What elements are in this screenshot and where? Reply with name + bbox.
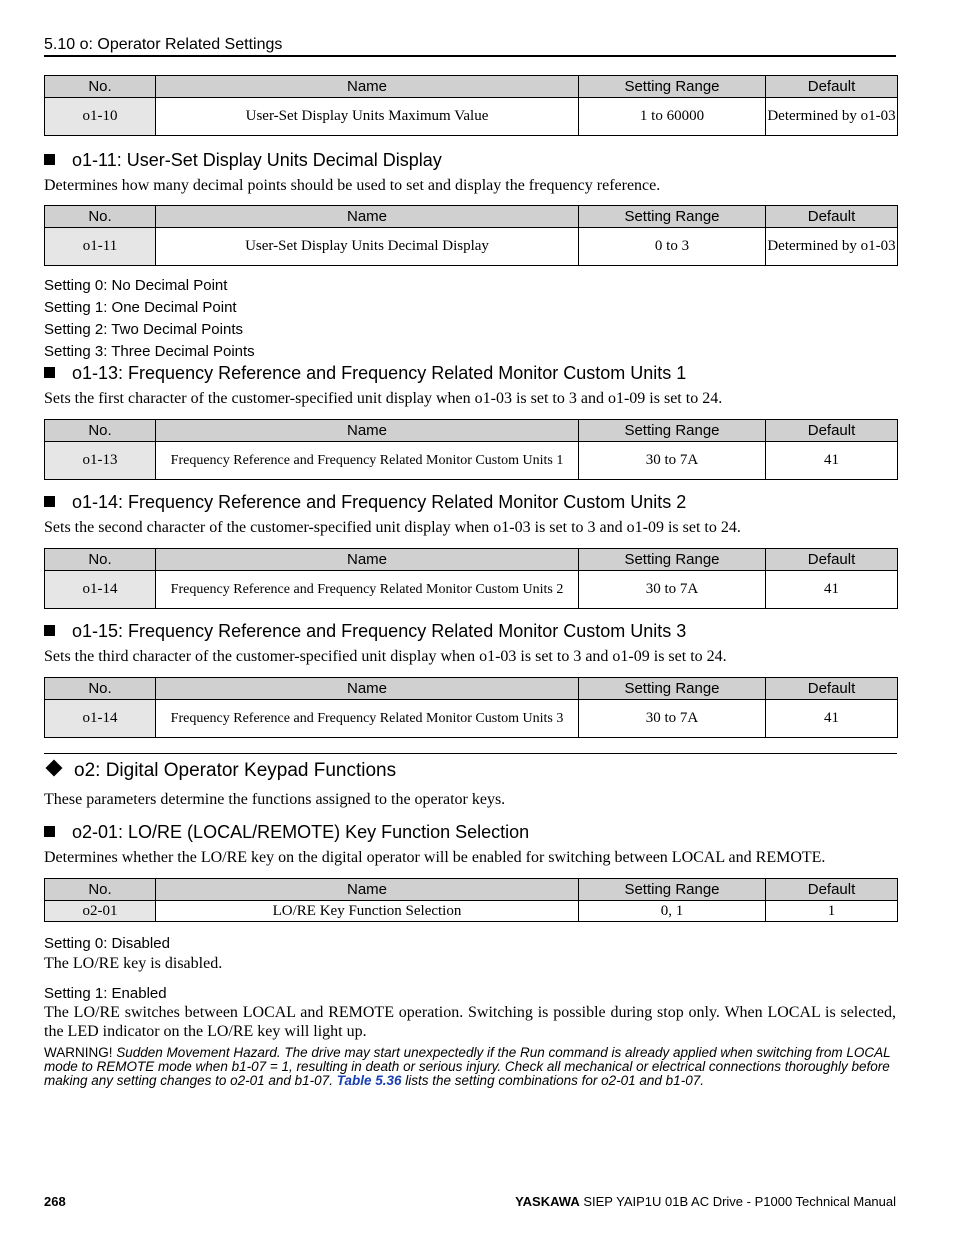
- table-row: [45, 700, 898, 738]
- param-default: 41: [766, 442, 898, 480]
- param-range: 30 to 7A: [579, 571, 766, 609]
- col-header-name: Name: [156, 420, 579, 442]
- table-header-row: [45, 879, 898, 901]
- square-bullet-icon: [44, 625, 55, 636]
- col-header-no: No.: [45, 420, 156, 442]
- heading-o1-14: o1-14: Frequency Reference and Frequency Related Monitor Custom Units 2: [44, 492, 686, 513]
- section-divider: [44, 753, 897, 754]
- setting-3-label: Setting 3: Three Decimal Points: [44, 343, 255, 360]
- diamond-bullet-icon: [46, 760, 63, 777]
- footer-manual-title: [515, 1194, 896, 1209]
- col-header-range: Setting Range: [579, 879, 766, 901]
- square-bullet-icon: [44, 154, 55, 165]
- setting-1-text: The LO/RE switches between LOCAL and REMOTE operation. Switching is possible during stop only. When LOCAL is selected, the LED indicator on the LO/RE key will light up.: [44, 1004, 896, 1040]
- desc-o2-01: Determines whether the LO/RE key on the digital operator will be enabled for switching between LOCAL and REMOTE.: [44, 849, 826, 866]
- setting-1-label: Setting 1: Enabled: [44, 985, 167, 1002]
- param-no: o1-13: [45, 442, 156, 480]
- setting-1-label: Setting 1: One Decimal Point: [44, 299, 237, 316]
- param-range: 0, 1: [579, 901, 766, 922]
- col-header-range: Setting Range: [579, 420, 766, 442]
- param-name: Frequency Reference and Frequency Related Monitor Custom Units 2: [156, 571, 579, 609]
- param-default: 41: [766, 571, 898, 609]
- col-header-default: Default: [766, 678, 898, 700]
- heading-o1-11: o1-11: User-Set Display Units Decimal Display: [44, 150, 442, 171]
- desc-o2: These parameters determine the functions assigned to the operator keys.: [44, 791, 506, 808]
- param-default: 1: [766, 901, 898, 922]
- param-no: o1-10: [45, 98, 156, 136]
- param-name: Frequency Reference and Frequency Related Monitor Custom Units 1: [156, 442, 579, 480]
- warning-tail: lists the setting combinations for o2-01 and b1-07.: [405, 1073, 704, 1088]
- warning-text: Sudden Movement Hazard. The drive may start unexpectedly if the Run command is already applied when switching from LOCAL mode to REMOTE mode when b1-07 = 1, resulting in death or serious injury. Check all mechanical or electrical connections thoroughly before making any setting changes to o2-01 and b1-07.: [44, 1045, 891, 1088]
- table-row: [45, 571, 898, 609]
- param-default: Determined by o1-03: [766, 228, 898, 266]
- param-range: 1 to 60000: [579, 98, 766, 136]
- table-header-row: [45, 420, 898, 442]
- setting-0-text: The LO/RE key is disabled.: [44, 955, 223, 972]
- param-table-o1-13: [44, 419, 898, 480]
- col-header-default: Default: [766, 549, 898, 571]
- col-header-default: Default: [766, 879, 898, 901]
- section-title: 5.10 o: Operator Related Settings: [44, 36, 283, 53]
- square-bullet-icon: [44, 826, 55, 837]
- heading-o1-15: o1-15: Frequency Reference and Frequency Related Monitor Custom Units 3: [44, 621, 686, 642]
- setting-0-label: Setting 0: Disabled: [44, 935, 170, 952]
- col-header-name: Name: [156, 206, 579, 228]
- param-table-o1-14: [44, 548, 898, 609]
- section-header: [44, 35, 896, 57]
- col-header-range: Setting Range: [579, 206, 766, 228]
- manual-name: SIEP YAIP1U 01B AC Drive - P1000 Technical Manual: [583, 1194, 896, 1209]
- col-header-no: No.: [45, 76, 156, 98]
- param-table-o1-15: [44, 677, 898, 738]
- table-header-row: [45, 76, 898, 98]
- col-header-range: Setting Range: [579, 678, 766, 700]
- heading-o2: o2: Digital Operator Keypad Functions: [44, 760, 396, 782]
- col-header-range: Setting Range: [579, 76, 766, 98]
- param-no: o2-01: [45, 901, 156, 922]
- param-no: o1-14: [45, 700, 156, 738]
- desc-o1-13: Sets the first character of the customer-specified unit display when o1-03 is set to 3 and o1-09 is set to 24.: [44, 390, 723, 407]
- setting-2-label: Setting 2: Two Decimal Points: [44, 321, 243, 338]
- col-header-no: No.: [45, 879, 156, 901]
- col-header-name: Name: [156, 76, 579, 98]
- param-name: Frequency Reference and Frequency Related Monitor Custom Units 3: [156, 700, 579, 738]
- param-no: o1-11: [45, 228, 156, 266]
- param-default: 41: [766, 700, 898, 738]
- heading-o2-01: o2-01: LO/RE (LOCAL/REMOTE) Key Function Selection: [44, 822, 529, 843]
- square-bullet-icon: [44, 367, 55, 378]
- table-header-row: [45, 678, 898, 700]
- table-5-36-link[interactable]: Table 5.36: [336, 1073, 402, 1088]
- col-header-default: Default: [766, 206, 898, 228]
- param-default: Determined by o1-03: [766, 98, 898, 136]
- table-header-row: [45, 549, 898, 571]
- table-header-row: [45, 206, 898, 228]
- param-range: 30 to 7A: [579, 442, 766, 480]
- col-header-default: Default: [766, 76, 898, 98]
- param-name: LO/RE Key Function Selection: [156, 901, 579, 922]
- heading-o1-13: o1-13: Frequency Reference and Frequency Related Monitor Custom Units 1: [44, 363, 686, 384]
- col-header-no: No.: [45, 549, 156, 571]
- square-bullet-icon: [44, 496, 55, 507]
- table-row: [45, 442, 898, 480]
- warning-label: WARNING!: [44, 1045, 113, 1060]
- param-table-o1-10: [44, 75, 898, 136]
- col-header-no: No.: [45, 678, 156, 700]
- col-header-name: Name: [156, 678, 579, 700]
- col-header-name: Name: [156, 879, 579, 901]
- desc-o1-15: Sets the third character of the customer-specified unit display when o1-03 is set to 3 and o1-09 is set to 24.: [44, 648, 727, 665]
- col-header-default: Default: [766, 420, 898, 442]
- warning-note: [44, 1046, 896, 1088]
- table-row: [45, 228, 898, 266]
- page-number: 268: [44, 1194, 66, 1209]
- setting-0-label: Setting 0: No Decimal Point: [44, 277, 228, 294]
- param-table-o1-11: [44, 205, 898, 266]
- col-header-name: Name: [156, 549, 579, 571]
- col-header-no: No.: [45, 206, 156, 228]
- param-range: 30 to 7A: [579, 700, 766, 738]
- param-table-o2-01: [44, 878, 898, 922]
- col-header-range: Setting Range: [579, 549, 766, 571]
- brand-name: YASKAWA: [515, 1194, 580, 1209]
- desc-o1-14: Sets the second character of the customer-specified unit display when o1-03 is set to 3 and o1-09 is set to 24.: [44, 519, 741, 536]
- table-row: [45, 901, 898, 922]
- param-range: 0 to 3: [579, 228, 766, 266]
- table-row: [45, 98, 898, 136]
- param-name: User-Set Display Units Decimal Display: [156, 228, 579, 266]
- desc-o1-11: Determines how many decimal points should be used to set and display the frequency reference.: [44, 177, 661, 194]
- param-name: User-Set Display Units Maximum Value: [156, 98, 579, 136]
- param-no: o1-14: [45, 571, 156, 609]
